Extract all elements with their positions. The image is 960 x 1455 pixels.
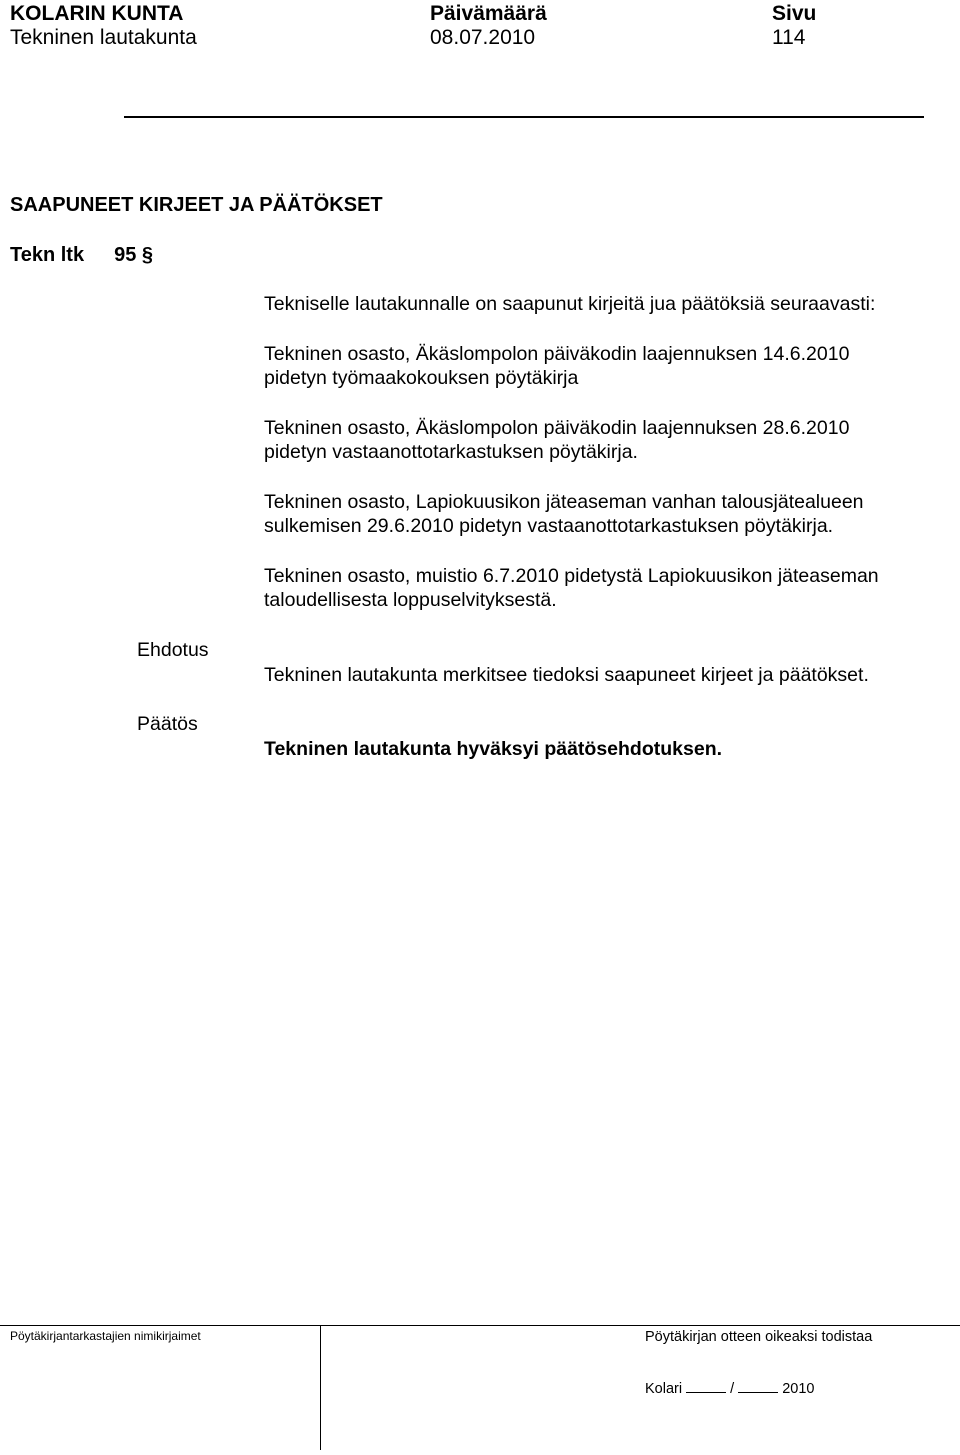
org-name: KOLARIN KUNTA (10, 2, 184, 25)
date-separator: / (730, 1381, 735, 1397)
list-item-line: sulkemisen 29.6.2010 pidetyn vastaanottotarkastuksen pöytäkirja. (264, 515, 834, 537)
board-name: Tekninen lautakunta (10, 26, 197, 49)
list-item-line: pidetyn vastaanottotarkastuksen pöytäkirja. (264, 441, 638, 463)
list-item-line: taloudellisesta loppuselvityksestä. (264, 589, 557, 611)
reference-number: 95 (114, 244, 137, 266)
intro-text: Tekniselle lautakunnalle on saapunut kirjeitä jua päätöksiä seuraavasti: (264, 293, 876, 315)
page-number: 114 (772, 26, 806, 49)
page-label: Sivu (772, 2, 817, 25)
proposal-label: Ehdotus (137, 639, 209, 661)
decision-label: Päätös (137, 713, 198, 735)
header-rule (124, 116, 924, 118)
list-item (264, 564, 879, 612)
footer-rule (0, 1325, 960, 1326)
list-item-line: pidetyn työmaakokouksen pöytäkirja (264, 367, 579, 389)
list-item-line: Tekninen osasto, Lapiokuusikon jäteaseman vanhan talousjätealueen (264, 491, 864, 513)
year: 2010 (782, 1381, 815, 1397)
list-item-line: Tekninen osasto, Äkäslompolon päiväkodin laajennuksen 14.6.2010 (264, 343, 850, 365)
footer-divider (320, 1325, 321, 1450)
date-label: Päivämäärä (430, 2, 547, 25)
meeting-date: 08.07.2010 (430, 26, 536, 49)
reference-label: Tekn ltk (10, 244, 85, 266)
list-item-line: Tekninen osasto, muistio 6.7.2010 pidetystä Lapiokuusikon jäteaseman (264, 565, 879, 587)
section-title: SAAPUNEET KIRJEET JA PÄÄTÖKSET (10, 194, 383, 216)
day-blank (686, 1378, 726, 1393)
month-blank (738, 1378, 778, 1393)
paragraph-symbol: § (141, 244, 154, 266)
list-item (264, 342, 849, 390)
list-item-line: Tekninen osasto, Äkäslompolon päiväkodin laajennuksen 28.6.2010 (264, 417, 850, 439)
proposal-text: Tekninen lautakunta merkitsee tiedoksi saapuneet kirjeet ja päätökset. (264, 664, 869, 686)
certify-label: Pöytäkirjan otteen oikeaksi todistaa (645, 1329, 873, 1345)
place: Kolari (645, 1381, 683, 1397)
list-item (264, 416, 849, 464)
list-item (264, 490, 864, 538)
certify-date-line (645, 1378, 815, 1398)
section-reference (10, 243, 153, 267)
decision-text: Tekninen lautakunta hyväksyi päätösehdotuksen. (264, 738, 723, 760)
reviewers-label: Pöytäkirjantarkastajien nimikirjaimet (10, 1329, 201, 1343)
